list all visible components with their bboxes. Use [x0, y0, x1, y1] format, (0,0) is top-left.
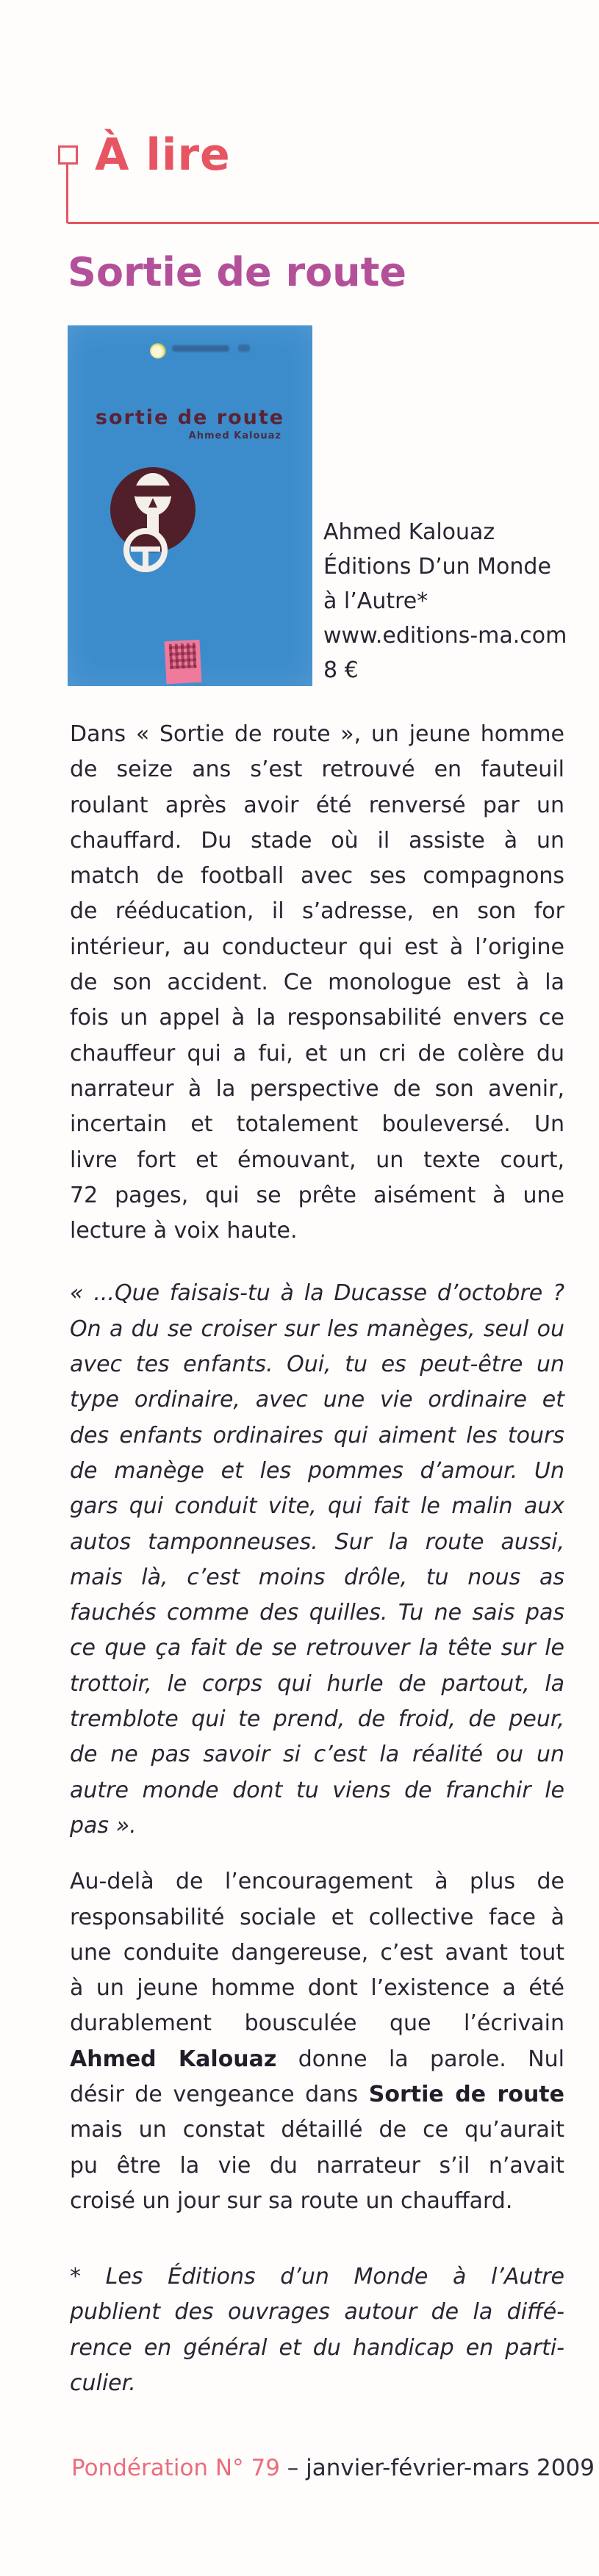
cover-book-title: sortie de route: [95, 406, 285, 429]
publisher-logo-text-blur: [238, 344, 250, 352]
text-line: désir de vengeance dans Sortie de route: [70, 2081, 564, 2107]
paragraph: [70, 717, 564, 1249]
text-line: de rééducation, il s’adresse, en son for: [70, 898, 564, 925]
book-cover-image: [68, 325, 312, 686]
text-line: fauchés comme des quilles. Tu ne sais pas: [70, 1600, 564, 1626]
text-line: publient des ouvrages autour de la diffé-: [70, 2299, 564, 2326]
driver-steering-wheel-illustration: [97, 458, 215, 582]
text-line: 72 pages, qui se prête aisément à une: [70, 1182, 564, 1208]
book-info-line: Éditions D’un Monde: [323, 554, 551, 580]
text-line: Au-delà de l’encouragement à plus de: [70, 1869, 564, 1895]
text-line: une conduite dangereuse, c’est avant tout: [70, 1939, 564, 1966]
text-line: autos tamponneuses. Sur la route aussi,: [70, 1529, 564, 1555]
book-info-line: Ahmed Kalouaz: [323, 519, 495, 545]
text-line: de ne pas savoir si c’est la réalité ou un: [70, 1742, 564, 1768]
book-info-line: à l’Autre*: [323, 588, 428, 614]
text-line: fois un appel à la responsabilité envers ce: [70, 1005, 564, 1031]
publisher-logo-icon: [150, 343, 166, 358]
paragraph: [70, 2259, 564, 2401]
text-line: de manège et les pommes d’amour. Un: [70, 1457, 564, 1484]
text-line: * Les Éditions d’un Monde à l’Autre: [70, 2264, 564, 2290]
cover-book-author: Ahmed Kalouaz: [188, 430, 281, 441]
text-line: pas ».: [70, 1812, 137, 1839]
text-line: chauffeur qui a fui, et un cri de colère du: [70, 1040, 564, 1067]
text-line: mais là, c’est moins drôle, tu nous as: [70, 1564, 564, 1590]
text-line: avec tes enfants. Oui, tu es peut-être un: [70, 1352, 564, 1378]
paragraph: [70, 1276, 564, 1844]
article-body: [70, 717, 564, 2401]
text-line: « ...Que faisais-tu à la Ducasse d’octobre ?: [70, 1280, 564, 1307]
text-line: lecture à voix haute.: [70, 1218, 298, 1244]
footer-magazine-name: Pondération N° 79: [71, 2455, 280, 2481]
text-line: pu être la vie du narrateur s’il n’avait: [70, 2152, 564, 2179]
text-line: durablement bousculée que l’écrivain: [70, 2010, 564, 2037]
book-info: [323, 515, 573, 688]
section-rule-vertical: [66, 162, 68, 223]
text-line: autre monde dont tu viens de franchir le: [70, 1777, 564, 1803]
text-line: trottoir, le corps qui hurle de partout, la: [70, 1670, 564, 1697]
text-line: narrateur à la perspective de son avenir,: [70, 1075, 564, 1102]
text-line: type ordinaire, avec une vie ordinaire et: [70, 1387, 564, 1413]
book-info-line: www.editions-ma.com: [323, 623, 567, 649]
text-line: culier.: [70, 2370, 136, 2397]
publisher-logo-text-blur: [172, 345, 229, 352]
text-line: gars qui conduit vite, qui fait le malin aux: [70, 1493, 564, 1520]
text-line: ce que ça fait de se retrouver la tête sur le: [70, 1635, 564, 1662]
text-line: croisé un jour sur sa route un chauffard.: [70, 2187, 513, 2214]
text-line: livre fort et émouvant, un texte court,: [70, 1147, 564, 1173]
article-title: Sortie de route: [68, 249, 407, 295]
text-line: tremblote qui te prend, de froid, de peur,: [70, 1706, 564, 1733]
text-line: match de football avec ses compagnons: [70, 863, 564, 890]
text-line: à un jeune homme dont l’existence a été: [70, 1975, 564, 2002]
text-line: de seize ans s’est retrouvé en fauteuil: [70, 757, 564, 783]
section-title: À lire: [95, 129, 231, 181]
text-line: chauffard. Du stade où il assiste à un: [70, 827, 564, 854]
text-line: mais un constat détaillé de ce qu’aurait: [70, 2117, 564, 2143]
text-line: de son accident. Ce monologue est à la: [70, 970, 564, 996]
book-info-line: 8 €: [323, 657, 359, 683]
text-line: des enfants ordinaires qui aiment les tours: [70, 1422, 564, 1448]
page-footer: [71, 2455, 595, 2482]
section-rule-horizontal: [68, 222, 599, 224]
text-line: incertain et totalement bouleversé. Un: [70, 1111, 564, 1138]
text-line: On a du se croiser sur les manèges, seul ou: [70, 1316, 564, 1342]
text-line: roulant après avoir été renversé par un: [70, 792, 564, 818]
text-line: rence en général et du handicap en parti-: [70, 2334, 564, 2361]
paragraph: [70, 1864, 564, 2219]
footer-issue-date: – janvier-février-mars 2009: [287, 2455, 595, 2481]
text-line: responsabilité sociale et collective face à: [70, 1904, 564, 1930]
text-line: Dans « Sortie de route », un jeune homme: [70, 721, 564, 747]
price-sticker: [165, 640, 202, 684]
text-line: intérieur, au conducteur qui est à l’origine: [70, 934, 564, 960]
text-line: Ahmed Kalouaz donne la parole. Nul: [70, 2046, 564, 2072]
